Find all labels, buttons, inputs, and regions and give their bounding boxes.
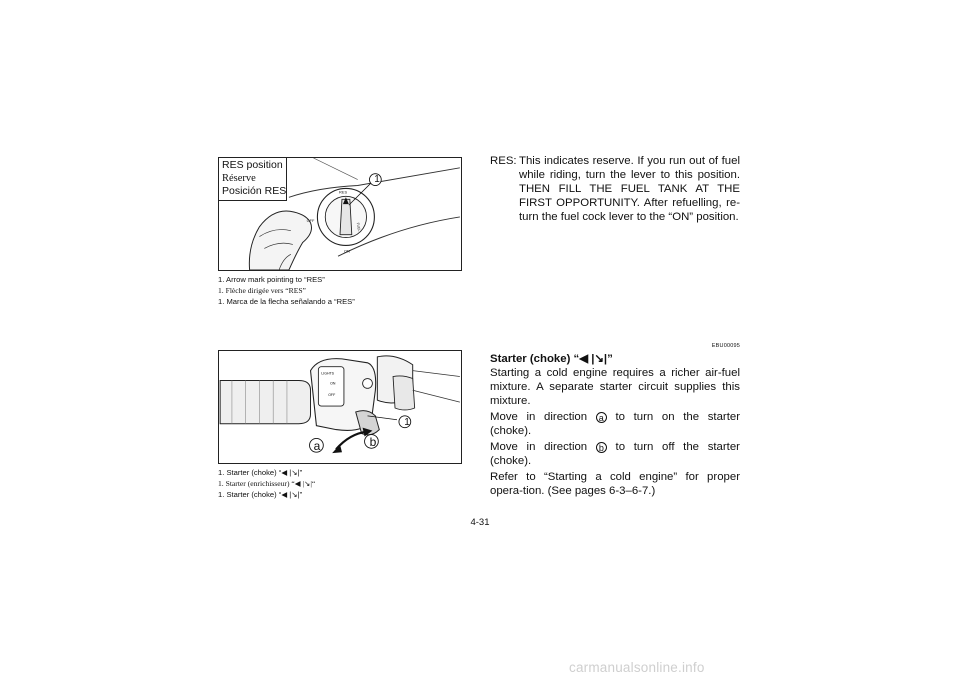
starter-body — [490, 366, 740, 500]
svg-text:FUEL: FUEL — [355, 222, 362, 232]
svg-text:LIGHTS: LIGHTS — [321, 371, 335, 376]
starter-paragraph-1: Starting a cold engine requires a richer air-fuel mixture. A separate starter circuit supplies this mixture. — [490, 367, 740, 407]
caption-spanish: 1. Marca de la flecha señalando a “RES” — [218, 297, 355, 306]
label-english: RES position — [222, 159, 283, 171]
label-french: Réserve — [222, 173, 256, 184]
res-description — [490, 154, 740, 224]
svg-text:OFF: OFF — [306, 217, 315, 223]
choke-triangle-icon: ◀ |↘| — [294, 479, 312, 488]
label-spanish: Posición RES — [222, 185, 287, 197]
page-number: 4-31 — [470, 517, 490, 528]
res-key: RES: — [490, 155, 517, 167]
choke-triangle-icon: ◀ |↘| — [281, 468, 300, 477]
figure1-captions — [218, 274, 355, 307]
marker-b: b — [596, 442, 607, 453]
callout-1: 1 — [404, 417, 410, 428]
fuel-cock-figure — [218, 157, 462, 271]
marker-a: a — [596, 412, 607, 423]
res-text: This indicates reserve. If you run out of fuel while riding, turn the lever to this position. THEN FILL THE FUEL TANK AT THE FIRST OPPORTUNITY. After refuelling, re-turn the fuel cock lever to the “ON” position. — [519, 155, 740, 223]
starter-heading: Starter (choke) “◀ |↘|” — [490, 353, 613, 365]
choke-triangle-icon: ◀ |↘| — [281, 490, 300, 499]
callout-1: 1 — [374, 174, 380, 185]
watermark: carmanualsonline.info — [569, 660, 705, 675]
svg-text:ON: ON — [343, 248, 350, 254]
starter-paragraph-4: Refer to “Starting a cold engine” for proper opera-tion. (See pages 6-3–6-7.) — [490, 471, 740, 497]
choke-triangle-icon: ◀ |↘| — [579, 353, 608, 365]
caption-spanish: 1. Starter (choke) “◀ |↘|” — [218, 490, 303, 499]
caption-french: 1. Starter (enrichisseur) “◀ |↘|“ — [218, 479, 316, 488]
callout-a: a — [313, 439, 321, 453]
starter-choke-figure — [218, 350, 462, 464]
starter-paragraph-2: Move in direction a to turn on the starter (choke). — [490, 411, 741, 437]
svg-text:OFF: OFF — [328, 393, 336, 398]
caption-english: 1. Arrow mark pointing to “RES” — [218, 275, 325, 284]
callout-b: b — [369, 435, 377, 449]
figure2-captions — [218, 467, 315, 500]
res-position-label-box — [219, 158, 287, 201]
section-code: EBU00095 — [711, 343, 740, 349]
caption-french: 1. Flèche dirigée vers “RES” — [218, 286, 306, 295]
starter-paragraph-3: Move in direction b to turn off the starter (choke). — [490, 441, 740, 467]
svg-text:RES: RES — [339, 189, 348, 195]
handlebar-illustration — [219, 351, 461, 463]
svg-text:ON: ON — [330, 381, 336, 386]
caption-english: 1. Starter (choke) “◀ |↘|” — [218, 468, 303, 477]
